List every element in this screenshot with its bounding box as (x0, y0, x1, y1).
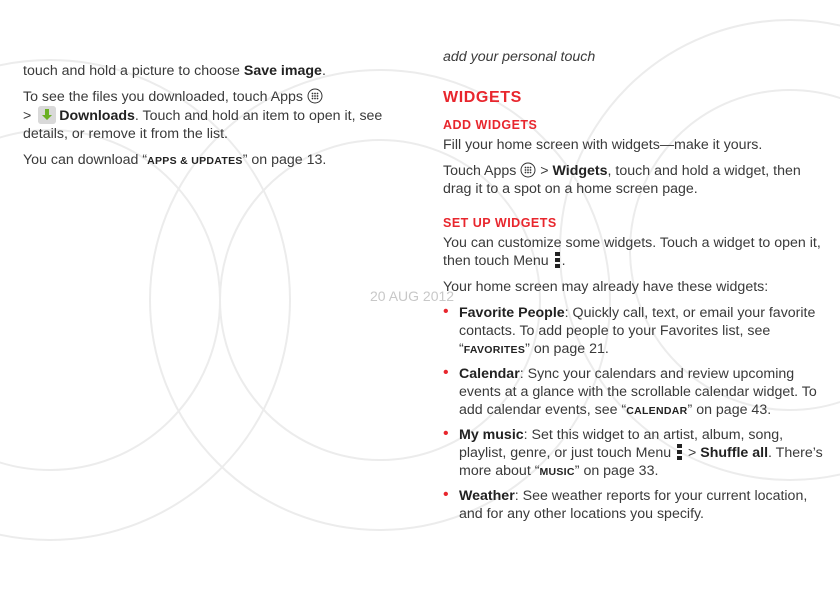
add-widgets-heading: ADD WIDGETS (443, 118, 538, 132)
set-up-widgets-heading: SET UP WIDGETS (443, 216, 557, 230)
widgets-heading: WIDGETS (443, 89, 522, 106)
bullet-icon: • (443, 425, 449, 442)
default-widgets-intro: Your home screen may already have these widgets: (443, 279, 769, 295)
menu-icon (555, 252, 560, 268)
apps-icon (520, 162, 536, 178)
apps-icon (307, 88, 323, 104)
download-icon (38, 106, 56, 124)
bullet-icon: • (443, 486, 449, 503)
apps-updates-paragraph: You can download “APPS & UPDATES” on page 13. (23, 152, 327, 168)
save-image-paragraph: touch and hold a picture to choose Save image. (23, 63, 326, 79)
add-widgets-intro: Fill your home screen with widgets—make it yours. (443, 137, 763, 153)
widget-list (443, 304, 823, 523)
left-column (23, 62, 383, 178)
menu-icon (677, 444, 682, 460)
watermark-date: 20 AUG 2012 (370, 288, 455, 304)
list-item: • Favorite People: Quickly call, text, or email your favorite contacts. To add people to your Favorites list, see “FAVORITES” on page 21. (443, 303, 816, 357)
page-header: add your personal touch (443, 49, 596, 65)
right-column (443, 48, 823, 529)
list-item: • My music: Set this widget to an artist, album, song, playlist, genre, or just touch Menu > Shuffle all. There’s more about “MUSIC” on page 33. (443, 425, 823, 479)
list-item: • Calendar: Sync your calendars and review upcoming events at a glance with the scrollable calendar widget. To add calendar events, see “CALENDAR” on page 43. (443, 364, 817, 418)
set-up-widgets-intro: You can customize some widgets. Touch a widget to open it, then touch Menu . (443, 235, 821, 269)
bullet-icon: • (443, 303, 449, 320)
add-widgets-steps: Touch Apps > Widgets, touch and hold a widget, then drag it to a spot on a home screen page. (443, 163, 801, 197)
list-item: • Weather: See weather reports for your current location, and for any other locations you specify. (443, 486, 808, 522)
bullet-icon: • (443, 364, 449, 381)
downloads-paragraph: To see the files you downloaded, touch Apps > Downloads. Touch and hold an item to open it, see details, or remove it from the list. (23, 89, 383, 142)
